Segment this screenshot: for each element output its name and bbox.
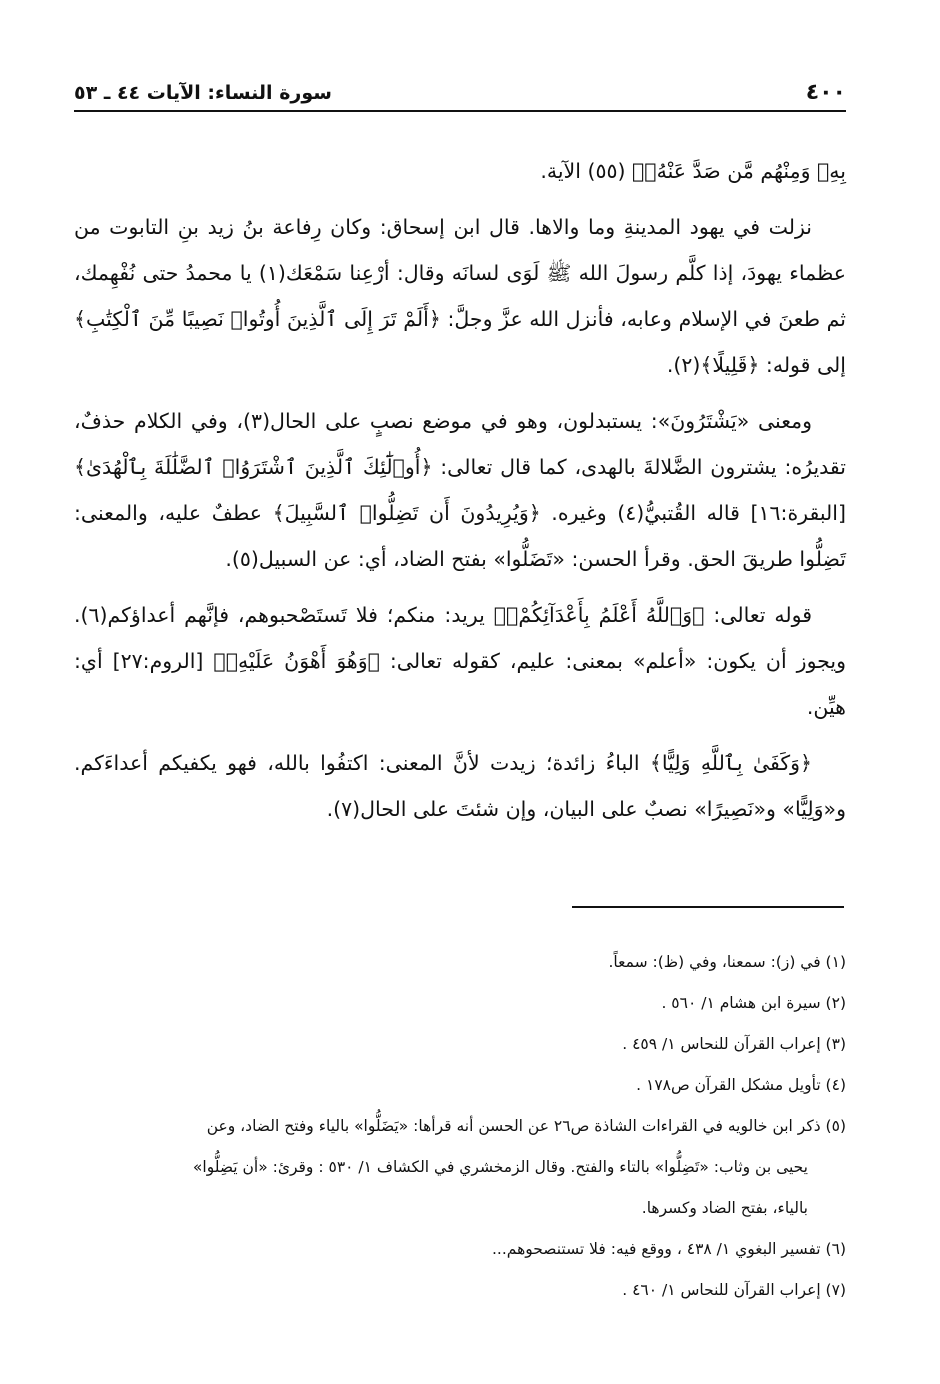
paragraph-allah-aalam: قوله تعالى: ﴿وَٱللَّهُ أَعْلَمُ بِأَعْدَآئِكُمْۚ﴾ يريد: منكم؛ فلا تَستَصْحبوهم، فإنَّهم أعداؤكم(٦). ويجوز أن يكون: «أعلم» بمعنى: عليم، كقوله تعالى: ﴿وَهُوَ أَهْوَنُ عَلَيْهِۚ﴾ [الروم:٢٧] أي: هيِّن. — [74, 603, 846, 719]
main-text — [74, 148, 846, 832]
footnote-4: (٤) تأويل مشكل القرآن ص١٧٨ . — [636, 1076, 846, 1094]
footnote-6: (٦) تفسير البغوي ١/ ٤٣٨ ، ووقع فيه: فلا تستنصحوهم... — [492, 1240, 846, 1258]
footnote-3: (٣) إعراب القرآن للنحاس ١/ ٤٥٩ . — [622, 1035, 846, 1053]
footnote-5-line-3: بالياء، بفتح الضاد وكسرها. — [641, 1199, 808, 1217]
footnote-5-line-2: يحيى بن وثاب: «تَضِلُّوا» بالتاء والفتح. وقال الزمخشري في الكشاف ١/ ٥٣٠ : وقرئ: «أن يَضِلُّوا» — [192, 1158, 808, 1176]
footnote-5-line-1: (٥) ذكر ابن خالويه في القراءات الشاذة ص٢٦ عن الحسن أنه قرأها: «يَضَلُّوا» بالياء وفتح الضاد، وعن — [206, 1117, 846, 1135]
paragraph-kafa-billah: ﴿وَكَفَىٰ بِٱللَّهِ وَلِيًّا﴾ الباءُ زائدة؛ زيدت لأنَّ المعنى: اكتفُوا بالله، فهو يكفيكم أعداءَكم. و«وَلِيًّا» و«نَصِيرًا» نصبٌ على البيان، وإن شئتَ على الحال(٧). — [74, 751, 846, 821]
footnote-2: (٢) سيرة ابن هشام ١/ ٥٦٠ . — [661, 994, 846, 1012]
running-title: سورة النساء: الآيات ٤٤ ـ ٥٣ — [74, 82, 332, 104]
page-number: ٤٠٠ — [805, 80, 846, 105]
paragraph-meaning-yashtarun: ومعنى «يَشْتَرُونَ»: يستبدلون، وهو في موضع نصبٍ على الحال(٣)، وفي الكلام حذفٌ، تقديرُه: يشترون الضَّلالةَ بالهدى، كما قال تعالى: ﴿أُو۟لَٰٓئِكَ ٱلَّذِينَ ٱشْتَرَوُا۟ ٱلضَّلَٰلَةَ بِٱلْهُدَىٰ﴾ [البقرة:١٦] قاله القُتبيُّ(٤) وغيره. ﴿وَيُرِيدُونَ أَن تَضِلُّوا۟ ٱلسَّبِيلَ﴾ عطفٌ عليه، والمعنى: تَضِلُّوا طريقَ الحق. وقرأ الحسن: «تَضَلُّوا» بفتح الضاد، أي: عن السبيل(٥). — [74, 409, 846, 571]
page-header — [74, 72, 846, 108]
footnote-5 — [74, 1106, 846, 1229]
footnotes — [74, 942, 846, 1311]
footnote-7: (٧) إعراب القرآن للنحاس ١/ ٤٦٠ . — [622, 1281, 846, 1299]
paragraph-revelation-context: نزلت في يهود المدينةِ وما والاها. قال ابن إسحاق: وكان رِفاعة بنُ زيد بنِ التابوت من عظماء يهودَ، إذا كلَّم رسولَ الله ﷺ لَوَى لسانَه وقال: أرْعِنا سَمْعَك(١) يا محمدُ حتى نُفْهِمك، ثم طعنَ في الإسلام وعابه، فأنزل الله عزَّ وجلَّ: ﴿أَلَمْ تَرَ إِلَى ٱلَّذِينَ أُوتُوا۟ نَصِيبًا مِّنَ ٱلْكِتَٰبِ﴾ إلى قوله: ﴿قَلِيلًا﴾(٢). — [74, 215, 846, 377]
paragraph-verse-continuation: بِهِۦ وَمِنْهُم مَّن صَدَّ عَنْهُۚ﴾ (٥٥) الآية. — [540, 159, 846, 183]
footnote-1: (١) في (ز): سمعنا، وفي (ظ): سمعاً. — [608, 953, 846, 971]
header-rule — [74, 110, 846, 112]
footnote-rule — [572, 906, 844, 908]
